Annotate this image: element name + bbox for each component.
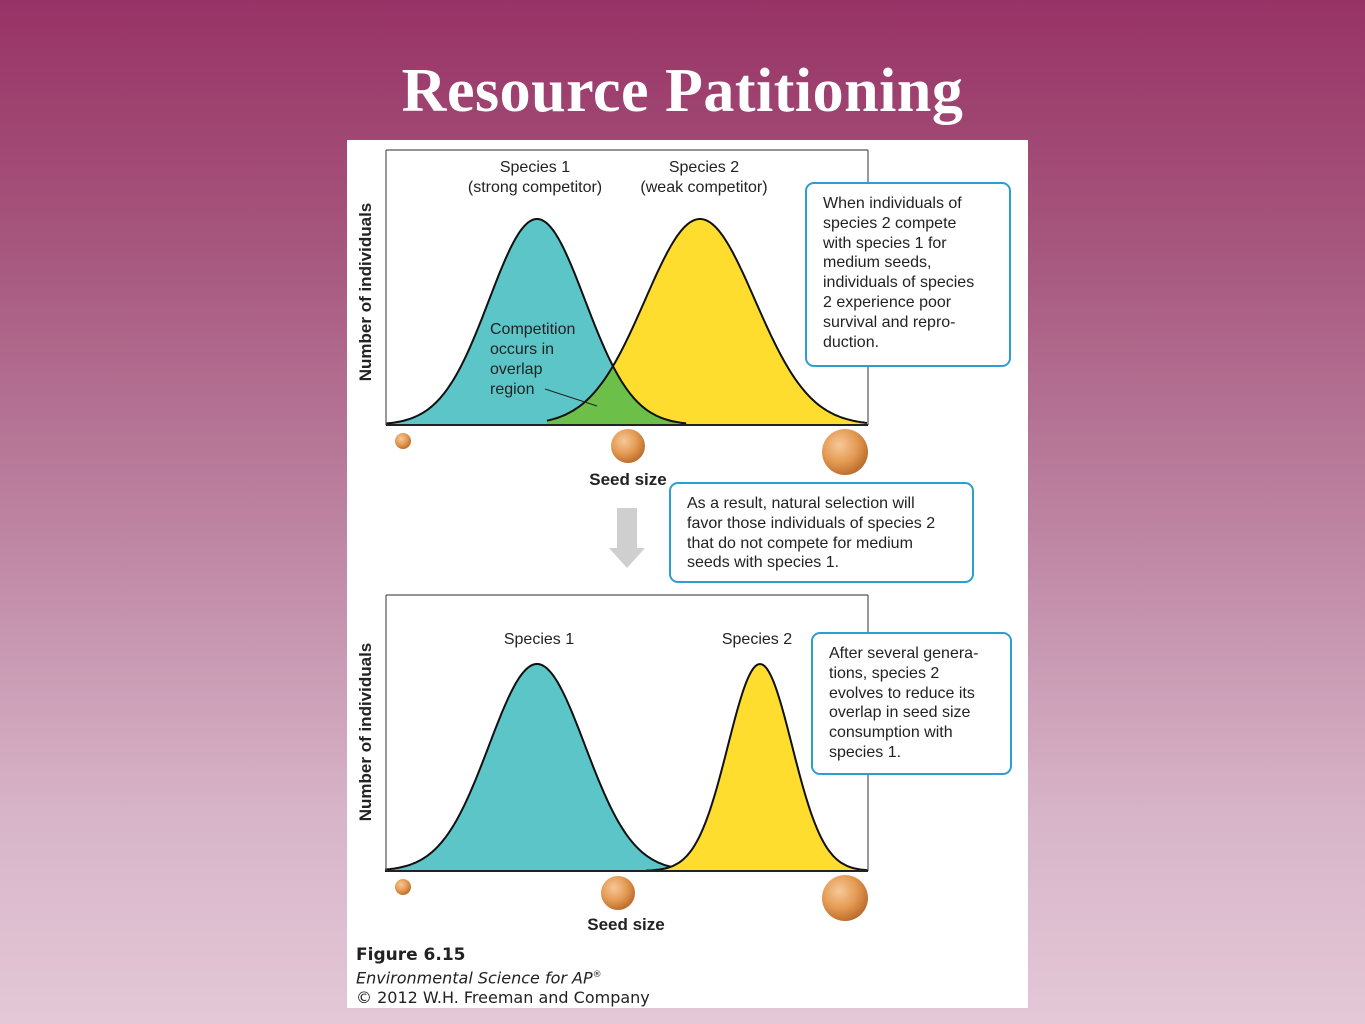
top-species2-sublabel: (weak competitor) [640, 179, 768, 196]
figure-panel [347, 140, 1028, 1008]
overlap-label-line-2: occurs in [490, 341, 555, 358]
middle-callout: As a result, natural selection will favor those individuals of species 2 that do not compete for medium seeds with species 1. [669, 482, 974, 583]
top-species2-label: Species 2 [668, 159, 740, 176]
bottom-species1-label: Species 1 [503, 631, 575, 648]
registered-mark: ® [592, 970, 602, 980]
slide-title: Resource Patitioning [401, 57, 964, 125]
top-x-axis-label: Seed size [589, 470, 667, 489]
small-seed-icon [395, 879, 411, 895]
figure-number: Figure 6.15 [356, 945, 466, 965]
down-arrow-icon [609, 508, 645, 568]
bottom-callout: After several genera- tions, species 2 evolves to reduce its overlap in seed size consumption with species 1. [811, 632, 1012, 775]
bottom-chart [356, 595, 868, 934]
bottom-species1-curve [386, 664, 676, 871]
medium-seed-icon [611, 429, 645, 463]
book-title-text: Environmental Science for AP [356, 968, 593, 988]
large-seed-icon [822, 429, 868, 475]
figure-caption [356, 945, 650, 1008]
top-callout: When individuals of species 2 compete with species 1 for medium seeds, individuals of species 2 experience poor survival and repro- duction. [805, 182, 1011, 367]
overlap-label-line-4: region [490, 381, 535, 398]
bottom-x-axis-label: Seed size [587, 915, 665, 934]
copyright-line: © 2012 W.H. Freeman and Company [356, 988, 650, 1008]
top-species1-sublabel: (strong competitor) [467, 179, 603, 196]
top-chart [356, 150, 868, 489]
bottom-y-axis-label: Number of individuals [356, 642, 375, 822]
top-species1-label: Species 1 [499, 159, 571, 176]
overlap-label-line-3: overlap [490, 361, 543, 378]
small-seed-icon [395, 433, 411, 449]
medium-seed-icon [601, 876, 635, 910]
bottom-species2-label: Species 2 [721, 631, 793, 648]
large-seed-icon [822, 875, 868, 921]
book-title [356, 965, 650, 988]
top-y-axis-label: Number of individuals [356, 202, 375, 382]
overlap-label-line-1: Competition [490, 321, 576, 338]
